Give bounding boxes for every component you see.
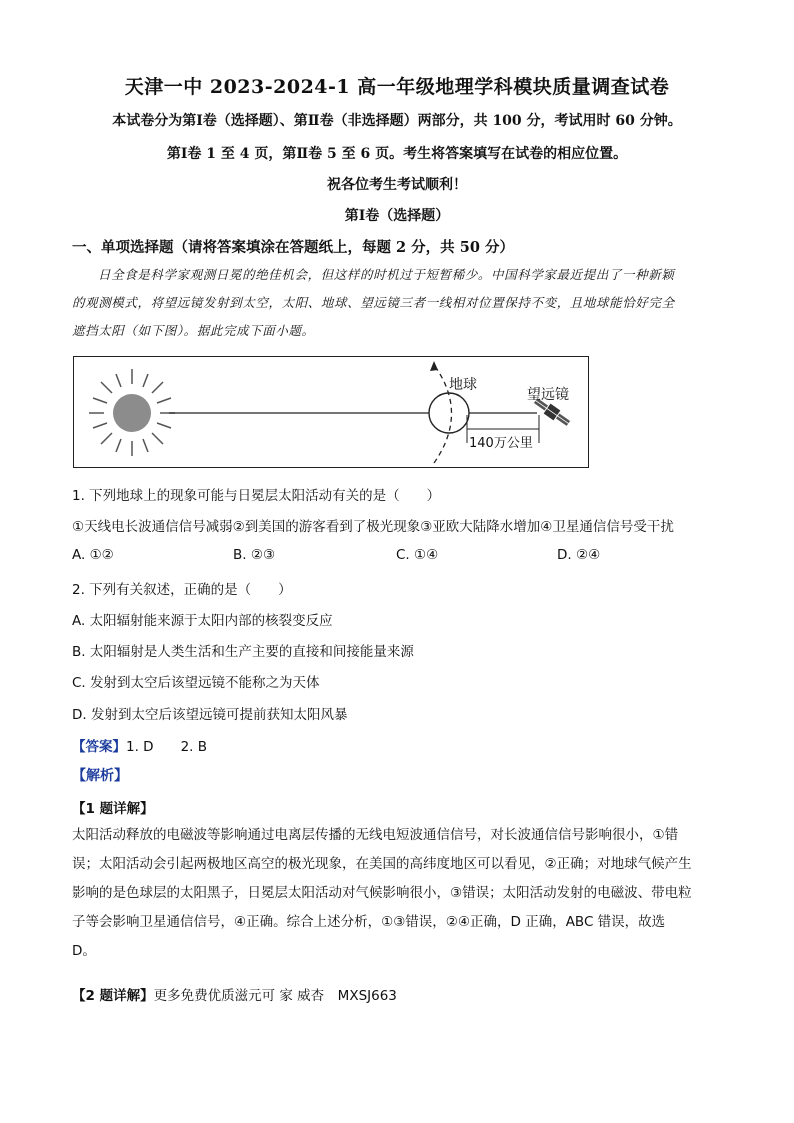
exam-info-line-1: 本试卷分为第Ⅰ卷（选择题）、第Ⅱ卷（非选择题）两部分，共 100 分，考试用时 60 分钟。: [112, 113, 682, 129]
earth-icon: [429, 393, 469, 433]
intro-passage: [72, 261, 722, 345]
distance-label: 140万公里: [469, 436, 533, 451]
detail-1-line: 误；太阳活动会引起两极地区高空的极光现象，在美国的高纬度地区可以看见，②正确；对地球气候产生: [72, 856, 692, 872]
question-1-option-b[interactable]: B. ②③: [233, 547, 276, 563]
question-2-option-a[interactable]: A. 太阳辐射能来源于太阳内部的核裂变反应: [72, 613, 333, 629]
exam-info-line-2: 第Ⅰ卷 1 至 4 页，第Ⅱ卷 5 至 6 页。考生将答案填写在试卷的相应位置。: [166, 146, 628, 162]
question-1-stem: 1. 下列地球上的现象可能与日冕层太阳活动有关的是（ ）: [72, 488, 441, 504]
detail-1-line: 子等会影响卫星通信信号，④正确。综合上述分析，①③错误，②④正确，D 正确，ABC 错误，故选: [72, 914, 666, 930]
sun-earth-telescope-diagram: [73, 356, 589, 468]
detail-2-text: 更多免费优质滋元可 家 威杏 MXSJ663: [153, 988, 397, 1004]
answer-row: [72, 735, 207, 755]
answer-label: 【答案】: [72, 739, 126, 755]
analysis-label: 【解析】: [72, 768, 128, 784]
detail-1-paragraph: [72, 821, 722, 966]
question-1-option-a[interactable]: A. ①②: [72, 547, 114, 563]
telescope-label: 望远镜: [527, 387, 569, 403]
detail-2-heading: 【2 题详解】: [72, 988, 154, 1004]
earth-label: 地球: [449, 377, 477, 393]
detail-1-line: D。: [72, 943, 96, 959]
exam-title: 天津一中 2023-2024-1 高一年级地理学科模块质量调查试卷: [124, 76, 670, 98]
question-1-statements: ①天线电长波通信信号减弱②到美国的游客看到了极光现象③亚欧大陆降水增加④卫星通信信号受干扰: [72, 519, 674, 535]
detail-2-row: [72, 984, 397, 1004]
exam-wish: 祝各位考生考试顺利！: [327, 177, 467, 193]
detail-1-heading: 【1 题详解】: [72, 801, 154, 817]
part-title: 第Ⅰ卷（选择题）: [344, 208, 450, 224]
question-2-option-b[interactable]: B. 太阳辐射是人类生活和生产主要的直接和间接能量来源: [72, 644, 414, 660]
diagram-svg: [74, 357, 587, 466]
intro-line: 遮挡太阳（如下图）。据此完成下面小题。: [72, 323, 315, 338]
question-2-stem: 2. 下列有关叙述，正确的是（ ）: [72, 582, 292, 598]
question-1-option-c[interactable]: C. ①④: [396, 547, 439, 563]
question-2-option-d[interactable]: D. 发射到太空后该望远镜可提前获知太阳风暴: [72, 707, 348, 723]
detail-1-line: 影响的是色球层的太阳黑子，日冕层太阳活动对气候影响很小，③错误；太阳活动发射的电磁波、带电粒: [72, 885, 692, 901]
answer-value: 1. D 2. B: [126, 739, 207, 755]
intro-line: 的观测模式，将望远镜发射到太空，太阳、地球、望远镜三者一线相对位置保持不变，且地球能恰好完全: [72, 295, 675, 310]
intro-line: 日全食是科学家观测日冕的绝佳机会，但这样的时机过于短暂稀少。中国科学家最近提出了一种新颖: [98, 267, 675, 282]
detail-1-line: 太阳活动释放的电磁波等影响通过电离层传播的无线电短波通信信号，对长波通信信号影响很小，①错: [72, 827, 679, 843]
question-1-option-d[interactable]: D. ②④: [557, 547, 601, 563]
sun-icon: [113, 394, 151, 432]
orbit-arrow-icon: [430, 361, 438, 371]
section-heading: 一、单项选择题（请将答案填涂在答题纸上，每题 2 分，共 50 分）: [72, 239, 514, 256]
question-2-option-c[interactable]: C. 发射到太空后该望远镜不能称之为天体: [72, 675, 320, 691]
